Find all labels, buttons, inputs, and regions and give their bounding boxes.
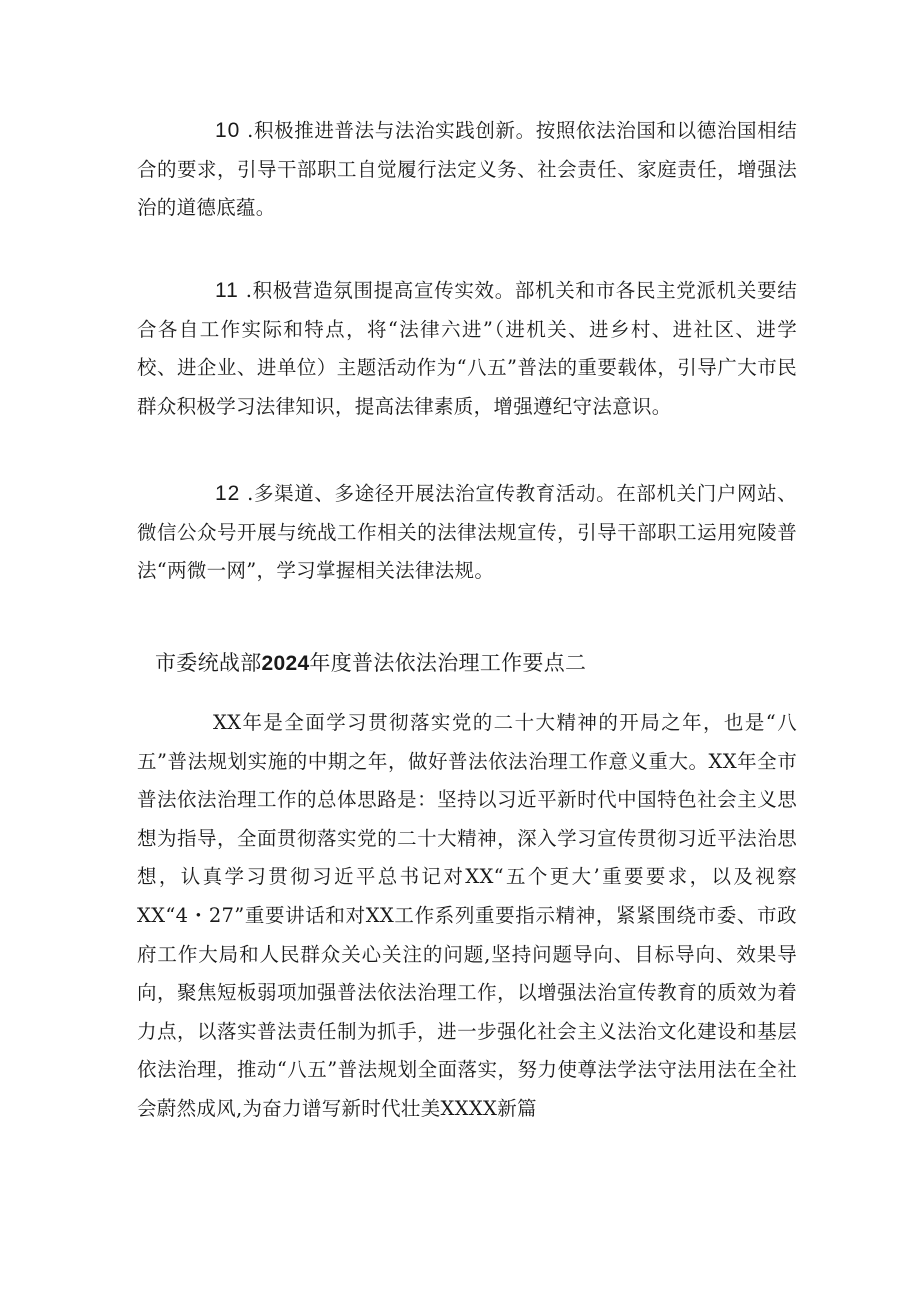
item-number: 10 <box>215 119 241 142</box>
item-number: 11 <box>215 279 239 302</box>
item-text: .多渠道、多途径开展法治宣传教育活动。在部机关门户网站、微信公众号开展与统战工作相关的法律法规宣传，引导干部职工运用宛陵普法“两微一网”，学习掌握相关法律法规。 <box>137 482 797 583</box>
heading-prefix: 市委统战部 <box>155 651 262 675</box>
item-text: .积极推进普法与法治实践创新。按照依法治国和以德治国相结合的要求，引导干部职工自觉履行法定义务、社会责任、家庭责任，增强法治的道德底蕴。 <box>137 119 797 220</box>
item-number: 12 <box>215 482 241 505</box>
item-12-paragraph <box>137 475 797 591</box>
heading-suffix: 年度普法依法治理工作要点二 <box>309 651 587 675</box>
heading-year: 2024 <box>261 652 310 675</box>
item-text: .积极营造氛围提高宣传实效。部机关和市各民主党派机关要结合各自工作实际和特点，将“法律六进”（进机关、进乡村、进社区、进学校、进企业、进单位）主题活动作为“八五”普法的重要载体，引导广大市民群众积极学习法律知识，提高法律素质，增强遵纪守法意识。 <box>137 279 797 418</box>
section-heading <box>155 647 586 677</box>
item-10-paragraph <box>137 112 797 228</box>
intro-paragraph: XX年是全面学习贯彻落实党的二十大精神的开局之年，也是“八五”普法规划实施的中期之年，做好普法依法治理工作意义重大。XX年全市普法依法治理工作的总体思路是：坚持以习近平新时代中国特色社会主义思想为指导，全面贯彻落实党的二十大精神，深入学习宣传贯彻习近平法治思想，认真学习贯彻习近平总书记对XX“五个更大’重要要求，以及视察XX“4・27”重要讲话和对XX工作系列重要指示精神，紧紧围绕市委、市政府工作大局和人民群众关心关注的问题,坚持问题导向、目标导向、效果导向，聚焦短板弱项加强普法依法治理工作，以增强法治宣传教育的质效为着力点，以落实普法责任制为抓手，进一步强化社会主义法治文化建设和基层依法治理，推动“八五”普法规划全面落实，努力使尊法学法守法用法在全社会蔚然成风,为奋力谱写新时代壮美XXXX新篇 <box>137 711 797 1120</box>
item-11-paragraph <box>137 272 797 426</box>
